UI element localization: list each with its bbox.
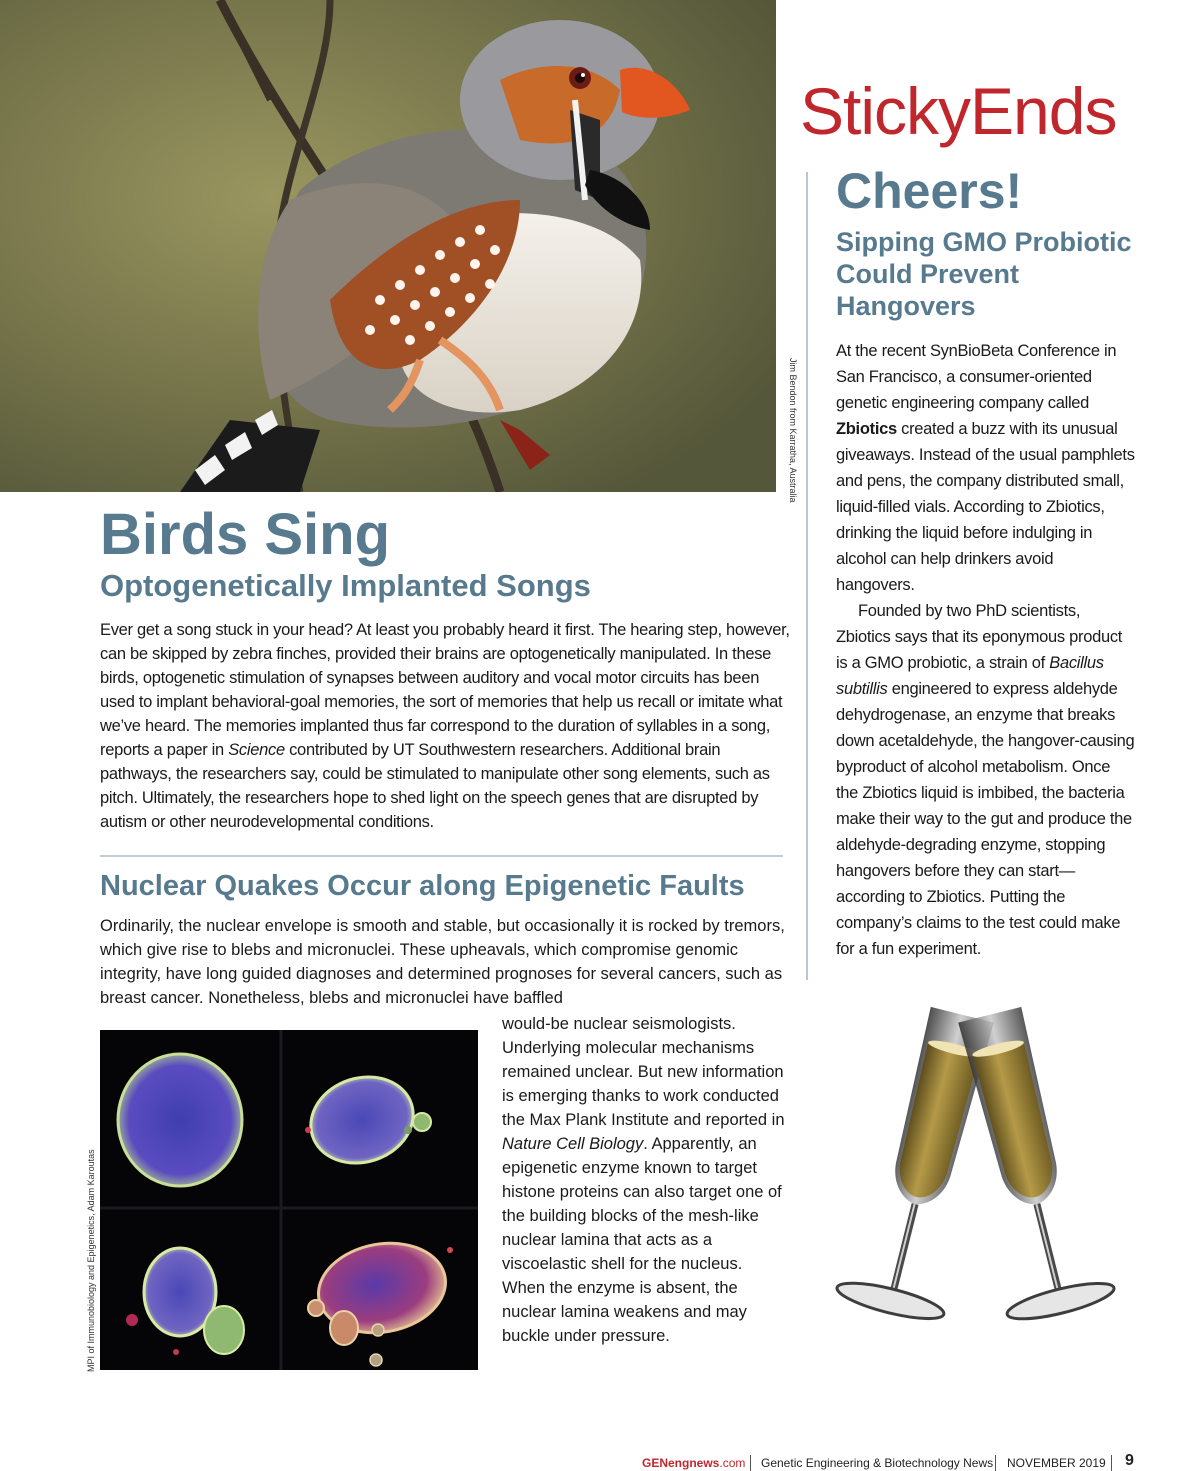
nuclear-headline: Nuclear Quakes Occur along Epigenetic Faults [100,870,745,902]
cheers-article-body [836,338,1136,962]
champagne-glasses-icon [786,1000,1166,1330]
footer-separator [995,1455,996,1471]
section-divider [100,855,783,857]
footer-publication: Genetic Engineering & Biotechnology News [761,1456,994,1470]
zebra-finch-photo [0,0,776,492]
cheers-paragraph-1: At the recent SynBioBeta Conference in San Francisco, a consumer-oriented genetic engineering company called Zbiotics created a buzz with its unusual giveaways. Instead of the usual pamphlets and pens, the company distributed small, liquid-filled vials. According to Zbiotics, drinking the liquid before indulging in alcohol can help drinkers avoid hangovers. [836,342,1135,594]
nuclear-article-body-top: Ordinarily, the nuclear envelope is smooth and stable, but occasionally it is rocked by tremors, which give rise to blebs and micronuclei. These upheavals, which compromise genomic integrity, have long guided diagnoses and determined prognoses for several cancers, such as breast cancer. Nonetheless, blebs and micronuclei have baffled [100,917,785,1007]
section-title: StickyEnds [800,74,1117,148]
journal-science-italic: Science [228,741,285,759]
footer-issue: NOVEMBER 2019 [1007,1456,1106,1470]
sidebar-vertical-rule [806,172,808,980]
footer-separator [750,1455,751,1471]
birds-subheadline: Optogenetically Implanted Songs [100,568,591,603]
cheers-subheadline: Sipping GMO Probiotic Could Prevent Hangovers [836,227,1132,321]
bird-photo-credit: Jim Bendon from Karratha, Australia [788,358,798,503]
species-name-italic: Bacillus subtillis [836,654,1104,698]
footer-page-number: 9 [1125,1452,1134,1469]
micrograph-credit: MPI of Immunobiology and Epigenetics, Adam Karoutas [86,1149,96,1372]
footer-separator [1111,1455,1112,1471]
nuclear-article-body-column: would-be nuclear seismologists. Underlying molecular mechanisms remained unclear. But new information is emerging thanks to work conducted the Max Plank Institute and reported in Nature Cell Biology. Apparently, an epigenetic enzyme known to target histone proteins can also target one of the building blocks of the mesh-like nuclear lamina that acts as a viscoelastic shell for the nucleus. When the enzyme is absent, the nuclear lamina weakens and may buckle under pressure. [502,1015,785,1345]
birds-headline: Birds Sing [100,502,391,567]
zebra-finch-illustration [0,0,776,492]
cheers-headline: Cheers! [836,163,1023,219]
birds-article-body: Ever get a song stuck in your head? At least you probably heard it first. The hearing step, however, can be skipped by zebra finches, provided their brains are optogenetically manipulated. In these birds, optogenetic stimulation of synapses between auditory and vocal motor circuits has been used to implant behavioral-goal memories, the sort of memories that help us recall or imitate what we’ve heard. The memories implanted thus far correspond to the duration of syllables in a song, reports a paper in Science contributed by UT Southwestern researchers. Additional brain pathways, the researchers say, could be stimulated to manipulate other song elements, such as pitch. Ultimately, the researchers hope to shed light on the speech genes that are disrupted by autism or other neurodevelopmental conditions. [100,621,790,831]
footer-site-link[interactable]: GENengnews.com [642,1456,746,1470]
cheers-paragraph-2: Founded by two PhD scientists, Zbiotics says that its eponymous product is a GMO probiotic, a strain of Bacillus subtillis engineered to express aldehyde dehydrogenase, an enzyme that breaks down acetaldehyde, the hangover-causing byproduct of alcohol metabolism. Once the Zbiotics liquid is imbibed, the bacteria make their way to the gut and produce the aldehyde-degrading enzyme, stopping hangovers before they can start—according to Zbiotics. Putting the company’s claims to the test could make for a fun experiment. [836,602,1135,958]
micrograph-illustration [100,1030,478,1370]
champagne-glasses-illustration [786,1000,1166,1330]
cell-nuclei-micrograph [100,1030,478,1370]
journal-ncb-italic: Nature Cell Biology [502,1135,644,1153]
zbiotics-bold: Zbiotics [836,420,897,438]
